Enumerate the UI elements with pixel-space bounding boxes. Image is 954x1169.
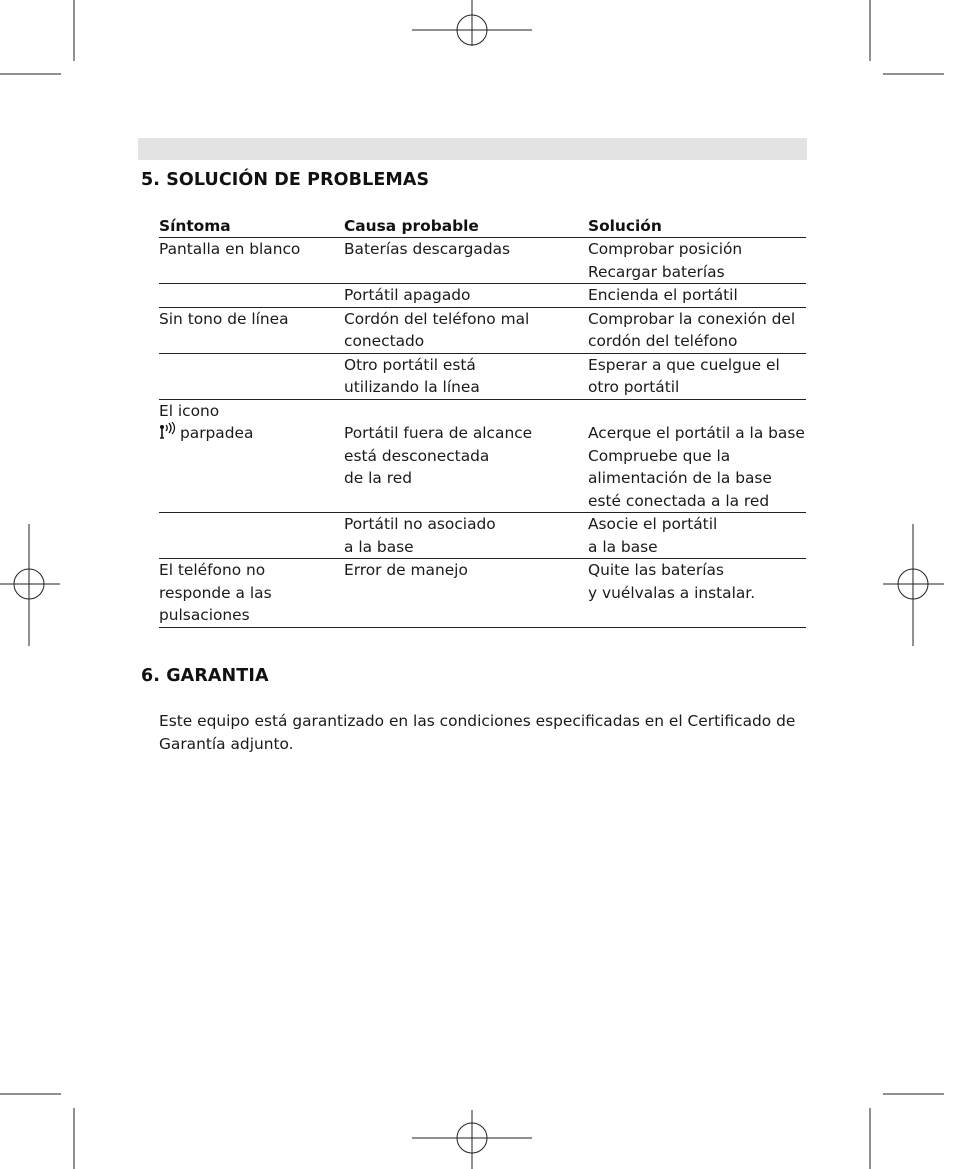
cell-line: Baterías descargadas [344,240,511,258]
cell-line [159,376,344,399]
header-symptom: Síntoma [159,214,344,238]
table-body [159,238,806,628]
cell-cause [344,284,588,308]
cell-line: Comprobar posición [588,240,743,258]
cell-line: alimentación de la base [588,469,772,487]
cell-line: Cordón del teléfono mal [344,309,530,328]
cell-solution [588,399,806,513]
cell-line [344,582,588,605]
cell-line: Portátil apagado [344,286,471,304]
cell-solution [588,353,806,399]
cell-line: Recargar baterías [588,262,725,281]
cell-line: Portátil fuera de alcance [344,424,533,442]
warranty-text: Este equipo está garantizado en las condiciones especificadas en el Certificado de Garantía adjunto. [159,712,796,753]
warranty-heading: 6. GARANTIA [141,666,269,686]
cell-line: Comprobar la conexión del [588,309,796,328]
cell-symptom [159,559,344,628]
cell-line: Encienda el portátil [588,286,738,304]
cell-line: otro portátil [588,378,680,396]
cell-symptom [159,307,344,353]
cell-line: responde a las [159,583,272,602]
cell-line [344,261,588,284]
cell-solution [588,284,806,308]
cell-line [588,400,806,423]
cell-solution [588,513,806,559]
table-row [159,284,806,308]
cell-cause [344,559,588,628]
cell-solution [588,238,806,284]
troubleshooting-table [159,214,806,628]
cell-line: Pantalla en blanco [159,240,301,258]
cell-solution [588,559,806,628]
cell-line: El icono [159,401,220,420]
cell-line: utilizando la línea [344,378,480,396]
cell-line: Esperar a que cuelgue el [588,355,780,374]
table-row [159,513,806,559]
cell-line: está desconectada [344,446,490,465]
cell-line: Acerque el portátil a la base [588,424,805,442]
cell-cause [344,307,588,353]
troubleshooting-heading: 5. SOLUCIÓN DE PROBLEMAS [141,170,430,190]
cell-line: Sin tono de línea [159,309,289,328]
cell-line [159,467,344,490]
cell-line [344,604,588,627]
header-cause: Causa probable [344,214,588,238]
cell-line: y vuélvalas a instalar. [588,583,756,602]
cell-cause [344,513,588,559]
table-header-row [159,214,806,238]
cell-line: El teléfono no [159,561,266,579]
header-solution: Solución [588,214,806,238]
cell-line: pulsaciones [159,606,250,624]
cell-line: Asocie el portátil [588,515,718,533]
cell-symptom [159,513,344,559]
cell-line [159,330,344,353]
cell-line [588,604,806,627]
table-row [159,307,806,353]
cell-line [159,354,344,377]
table-row [159,353,806,399]
table-row [159,559,806,628]
cell-line [159,284,344,307]
cell-cause [344,238,588,284]
table-row [159,399,806,513]
cell-symptom [159,284,344,308]
cell-line: cordón del teléfono [588,332,738,350]
cell-line: Portátil no asociado [344,515,496,533]
cell-line: Error de manejo [344,561,468,579]
antenna-signal-icon [159,422,176,440]
cell-symptom [159,399,344,513]
cell-line [344,400,588,423]
cell-cause [344,399,588,513]
cell-cause [344,353,588,399]
cell-line [344,490,588,513]
cell-line: a la base [344,537,414,556]
cell-line: Compruebe que la [588,446,731,465]
cell-line: Quite las baterías [588,561,724,579]
cell-line [159,513,344,536]
cell-line: parpadea [159,422,344,445]
cell-line [159,445,344,468]
section-header-bar [138,138,807,160]
cell-symptom [159,238,344,284]
table-row [159,238,806,284]
cell-solution [588,307,806,353]
cell-line: a la base [588,537,658,556]
cell-line: esté conectada a la red [588,491,770,510]
cell-line: de la red [344,469,412,487]
cell-line [159,536,344,559]
cell-line [159,490,344,513]
cell-line: conectado [344,332,425,350]
cell-symptom [159,353,344,399]
cell-line: Otro portátil está [344,355,476,374]
